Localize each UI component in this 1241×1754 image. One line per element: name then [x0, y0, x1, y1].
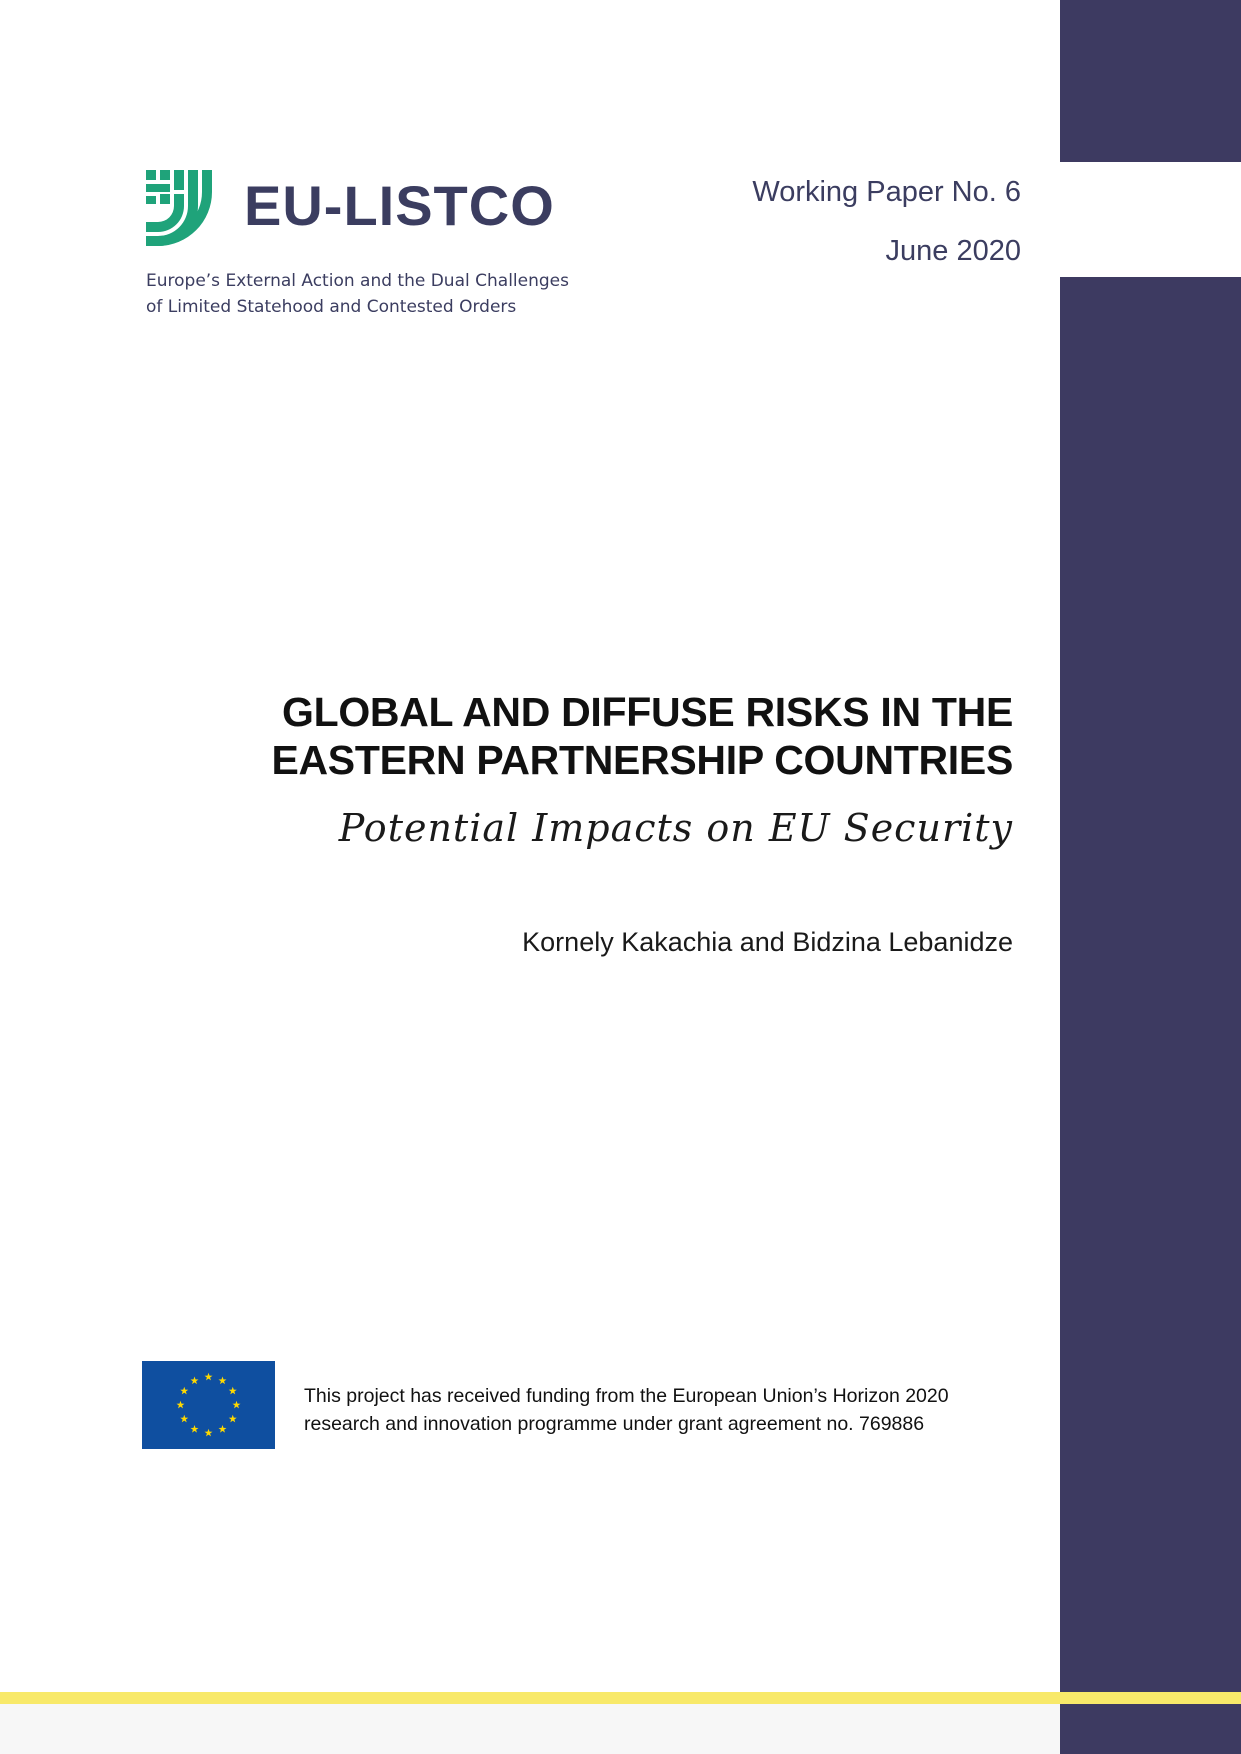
- funding-line-1: This project has received funding from the European Union’s Horizon 2020: [304, 1385, 949, 1407]
- title-line-1: GLOBAL AND DIFFUSE RISKS IN THE: [281, 689, 1013, 735]
- brand-tagline: [146, 268, 606, 320]
- yellow-footer-rule: [0, 1692, 1241, 1704]
- paper-subtitle: Potential Impacts on EU Security: [338, 806, 1013, 850]
- tagline-line-1: Europe’s External Action and the Dual Challenges: [146, 271, 569, 291]
- footer-strip: [0, 1704, 1060, 1754]
- working-paper-number: Working Paper No. 6: [752, 176, 1021, 208]
- title-line-2: EASTERN PARTNERSHIP COUNTRIES: [271, 737, 1013, 783]
- paper-authors: Kornely Kakachia and Bidzina Lebanidze: [522, 927, 1013, 957]
- paper-title: [213, 688, 1013, 784]
- sidebar-bottom-band: [1060, 277, 1241, 1754]
- tagline-line-2: of Limited Statehood and Contested Orders: [146, 297, 517, 317]
- brand-name: EU-LISTCO: [244, 174, 555, 237]
- funding-statement: [304, 1382, 1024, 1438]
- eu-listco-logo-icon: [146, 170, 222, 246]
- publication-date: June 2020: [885, 235, 1021, 267]
- sidebar-top-band: [1060, 0, 1241, 162]
- eu-flag-icon: [142, 1361, 275, 1449]
- funding-line-2: research and innovation programme under grant agreement no. 769886: [304, 1413, 925, 1435]
